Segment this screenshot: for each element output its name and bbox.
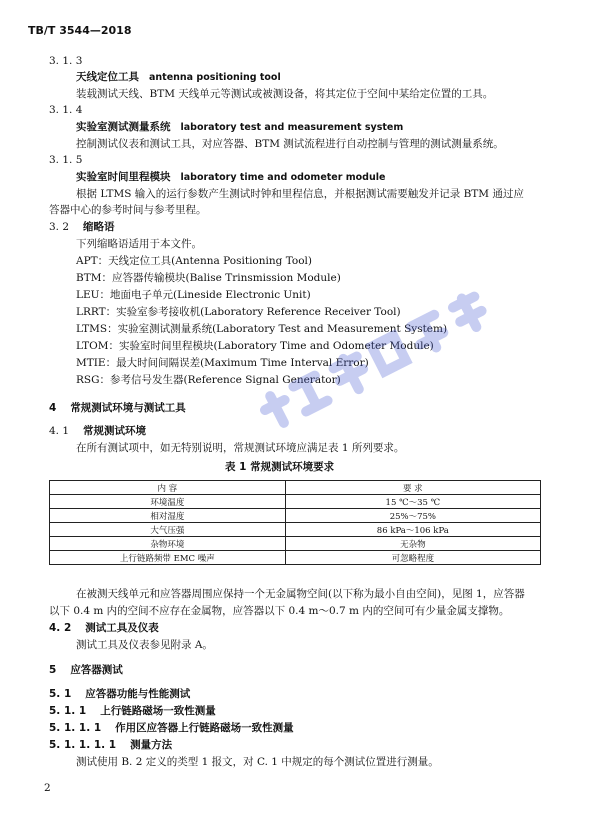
section-number: 5: [49, 664, 57, 676]
document-header: TB/T 3544—2018: [28, 24, 132, 37]
section-title: 常规测试环境与测试工具: [70, 402, 186, 414]
abbrev-item: LEU：地面电子单元(Lineside Electronic Unit): [76, 289, 311, 301]
term-en: antenna positioning tool: [149, 72, 281, 83]
section-5-1-1-1-1-text: 测试使用 B. 2 定义的类型 1 报文，对 C. 1 中规定的每个测试位置进行测量。: [76, 756, 439, 768]
abbrev-item: APT：天线定位工具(Antenna Positioning Tool): [76, 255, 312, 267]
table-header-cell: 内 容: [50, 481, 286, 495]
table-cell: 相对湿度: [50, 509, 286, 523]
section-title: 测量方法: [130, 739, 173, 751]
abbrev-item: LTOM：实验室时间里程模块(Laboratory Time and Odometer Module): [76, 340, 434, 352]
table-header-row: [50, 481, 541, 495]
term-cn: 实验室时间里程模块: [76, 171, 171, 183]
table-cell: 上行链路频带 EMC 噪声: [50, 551, 286, 565]
table-cell: 杂物环境: [50, 537, 286, 551]
abbrev-item: RSG：参考信号发生器(Reference Signal Generator): [76, 374, 341, 386]
abbrev-item: BTM：应答器传输模块(Balise Trinsmission Module): [76, 272, 341, 284]
section-5-1-1-1-heading: [49, 722, 294, 735]
section-4-heading: [49, 402, 186, 415]
section-number: 4. 2: [49, 622, 72, 634]
section-title: 测试工具及仪表: [85, 622, 159, 634]
section-3-1-4-definition: 控制测试仪表和测试工具，对应答器、BTM 测试流程进行自动控制与管理的测试测量系统。: [76, 138, 504, 150]
table-row: [50, 509, 541, 523]
section-number: 5. 1. 1. 1. 1: [49, 739, 117, 751]
section-5-heading: [49, 664, 123, 677]
section-title: 上行链路磁场一致性测量: [100, 705, 216, 717]
table-row: [50, 537, 541, 551]
section-3-2-heading: [49, 221, 115, 234]
section-number: 5. 1: [49, 688, 72, 700]
page-number: 2: [44, 782, 51, 794]
section-title: 应答器测试: [70, 664, 123, 676]
section-number: 5. 1. 1: [49, 705, 87, 717]
free-space-text-line2: 以下 0.4 m 内的空间不应存在金属物，应答器以下 0.4 m～0.7 m 内的空间可有少量金属支撑物。: [49, 605, 510, 617]
section-3-1-5-number: 3. 1. 5: [49, 154, 83, 166]
section-title: 缩略语: [83, 221, 115, 233]
section-title: 作用区应答器上行链路磁场一致性测量: [115, 722, 294, 734]
environment-table: [49, 480, 541, 565]
section-4-1-heading: [49, 425, 146, 438]
table-row: [50, 551, 541, 565]
section-3-1-5-term: [76, 171, 385, 184]
section-3-1-4-term: [76, 121, 403, 134]
term-en: laboratory time and odometer module: [180, 172, 386, 183]
section-number: 4. 1: [49, 425, 70, 437]
table-cell: 环境温度: [50, 495, 286, 509]
table-row: [50, 495, 541, 509]
section-5-1-heading: [49, 688, 190, 701]
table-cell: 25%～75%: [285, 509, 540, 523]
abbrev-intro: 下列缩略语适用于本文件。: [76, 238, 202, 250]
abbrev-item: MTIE：最大时间间隔误差(Maximum Time Interval Error): [76, 357, 369, 369]
section-3-1-5-definition-line2: 答器中心的参考时间与参考里程。: [49, 204, 207, 216]
table-cell: 可忽略程度: [285, 551, 540, 565]
section-3-1-3-number: 3. 1. 3: [49, 55, 83, 67]
term-en: laboratory test and measurement system: [180, 122, 404, 133]
section-4-1-text: 在所有测试项中，如无特别说明，常规测试环境应满足表 1 所列要求。: [76, 442, 405, 454]
section-5-1-1-1-1-heading: [49, 739, 172, 752]
table-cell: 大气压强: [50, 523, 286, 537]
term-cn: 天线定位工具: [76, 71, 139, 83]
section-3-1-3-definition: 装载测试天线、BTM 天线单元等测试或被测设备，将其定位于空间中某给定位置的工具。: [76, 88, 494, 100]
section-number: 5. 1. 1. 1: [49, 722, 102, 734]
section-4-2-heading: [49, 622, 159, 635]
free-space-text-line1: 在被测天线单元和应答器周围应保持一个无金属物空间(以下称为最小自由空间)，见图 1，应答器: [76, 588, 525, 600]
section-3-1-3-term: [76, 71, 281, 84]
term-cn: 实验室测试测量系统: [76, 121, 171, 133]
section-5-1-1-heading: [49, 705, 216, 718]
section-number: 3. 2: [49, 221, 70, 233]
abbrev-item: LTMS：实验室测试测量系统(Laboratory Test and Measurement System): [76, 323, 448, 335]
table-header-cell: 要 求: [285, 481, 540, 495]
table-1-caption: 表 1 常规测试环境要求: [225, 461, 335, 473]
section-3-1-5-definition-line1: 根据 LTMS 输入的运行参数产生测试时钟和里程信息，并根据测试需要触发并记录 BTM 通过应: [76, 188, 524, 200]
section-title: 常规测试环境: [83, 425, 147, 437]
table-cell: 无杂物: [285, 537, 540, 551]
section-4-2-text: 测试工具及仪表参见附录 A。: [76, 639, 213, 651]
abbrev-item: LRRT：实验室参考接收机(Laboratory Reference Receiver Tool): [76, 306, 401, 318]
section-title: 应答器功能与性能测试: [85, 688, 191, 700]
table-cell: 86 kPa～106 kPa: [285, 523, 540, 537]
table-row: [50, 523, 541, 537]
section-number: 4: [49, 402, 57, 414]
section-3-1-4-number: 3. 1. 4: [49, 104, 83, 116]
table-cell: 15 ℃～35 ℃: [285, 495, 540, 509]
